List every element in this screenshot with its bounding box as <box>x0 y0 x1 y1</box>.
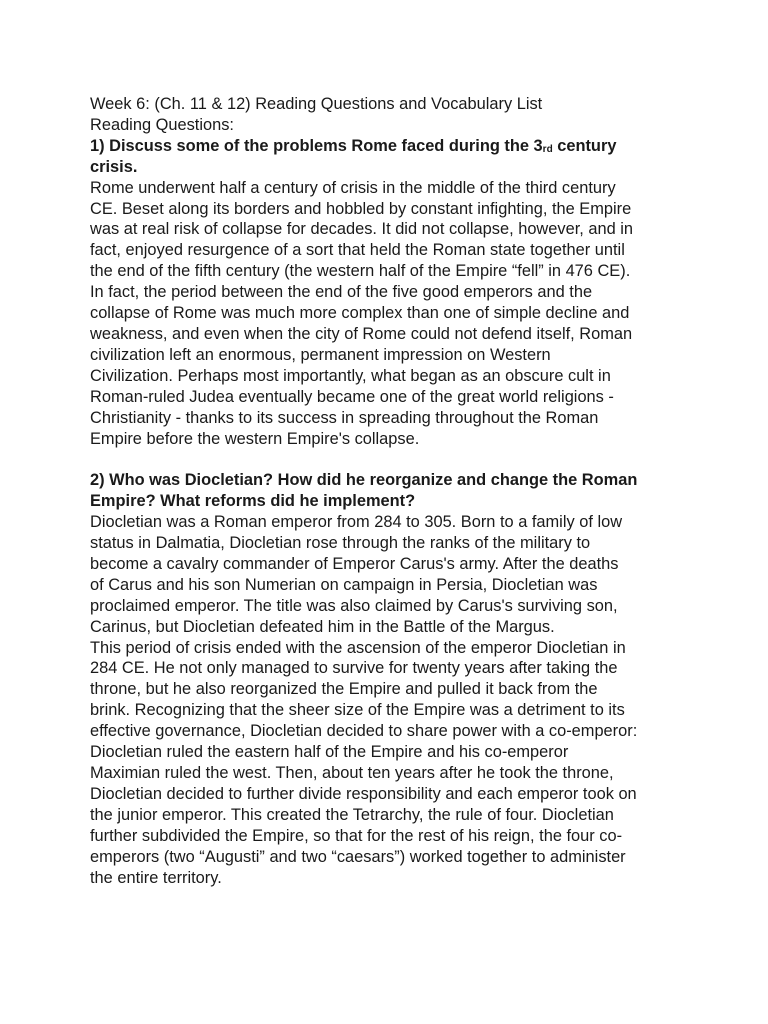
question-2-heading-cont: Empire? What reforms did he implement? <box>90 492 416 511</box>
answer-line: weakness, and even when the city of Rome could not defend itself, Roman <box>90 324 633 343</box>
answer-line: was at real risk of collapse for decades. It did not collapse, however, and in <box>90 220 634 239</box>
answer-line: Christianity - thanks to its success in spreading throughout the Roman <box>90 408 599 427</box>
answer-line: effective governance, Diocletian decided to share power with a co-emperor: <box>90 722 638 741</box>
answer-line: collapse of Rome was much more complex than one of simple decline and <box>90 304 630 323</box>
answer-line: of Carus and his son Numerian on campaign in Persia, Diocletian was <box>90 575 598 594</box>
document-page <box>90 94 690 888</box>
answer-line: status in Dalmatia, Diocletian rose through the ranks of the military to <box>90 534 591 553</box>
answer-line: In fact, the period between the end of the five good emperors and the <box>90 283 593 302</box>
answer-line: Carinus, but Diocletian defeated him in the Battle of the Margus. <box>90 617 555 636</box>
answer-line: Diocletian ruled the eastern half of the Empire and his co-emperor <box>90 743 569 762</box>
question-1-ordinal: rd <box>542 143 553 155</box>
answer-line: further subdivided the Empire, so that for the rest of his reign, the four co- <box>90 826 623 845</box>
answer-line: brink. Recognizing that the sheer size of the Empire was a detriment to its <box>90 701 625 720</box>
document-title: Week 6: (Ch. 11 & 12) Reading Questions and Vocabulary List <box>90 95 543 113</box>
answer-line: Diocletian was a Roman emperor from 284 to 305. Born to a family of low <box>90 513 623 532</box>
answer-line: the entire territory. <box>90 868 222 887</box>
answer-line: become a cavalry commander of Emperor Carus's army. After the deaths <box>90 554 619 573</box>
answer-line: the junior emperor. This created the Tetrarchy, the rule of four. Diocletian <box>90 805 614 824</box>
answer-line: fact, enjoyed resurgence of a sort that held the Roman state together until <box>90 241 625 260</box>
answer-line: emperors (two “Augusti” and two “caesars”) worked together to administer <box>90 847 626 866</box>
answer-line: throne, but he also reorganized the Empire and pulled it back from the <box>90 680 598 699</box>
answer-line: CE. Beset along its borders and hobbled by constant infighting, the Empire <box>90 199 632 218</box>
answer-line: 284 CE. He not only managed to survive for twenty years after taking the <box>90 659 618 678</box>
answer-line: civilization left an enormous, permanent impression on Western <box>90 345 551 364</box>
answer-line: Diocletian decided to further divide responsibility and each emperor took on <box>90 784 637 803</box>
question-1-text-b: century <box>552 136 617 155</box>
answer-line: Rome underwent half a century of crisis in the middle of the third century <box>90 178 616 197</box>
answer-line: the end of the fifth century (the western half of the Empire “fell” in 476 CE). <box>90 262 631 281</box>
answer-line: Civilization. Perhaps most importantly, what began as an obscure cult in <box>90 366 611 385</box>
question-1-heading-cont: crisis. <box>90 157 138 176</box>
question-1-heading <box>90 136 690 157</box>
answer-line: proclaimed emperor. The title was also claimed by Carus's surviving son, <box>90 596 618 615</box>
question-1-text-a: 1) Discuss some of the problems Rome faced during the 3 <box>90 136 543 155</box>
answer-line: Empire before the western Empire's collapse. <box>90 429 420 448</box>
section-heading: Reading Questions: <box>90 115 234 134</box>
question-2-heading: 2) Who was Diocletian? How did he reorganize and change the Roman <box>90 471 638 490</box>
paragraph-gap <box>90 449 690 470</box>
answer-line: Maximian ruled the west. Then, about ten years after he took the throne, <box>90 763 614 782</box>
answer-2 <box>90 512 690 888</box>
answer-1 <box>90 178 690 450</box>
answer-line: Roman-ruled Judea eventually became one of the great world religions - <box>90 387 614 406</box>
answer-line: This period of crisis ended with the ascension of the emperor Diocletian in <box>90 638 626 657</box>
